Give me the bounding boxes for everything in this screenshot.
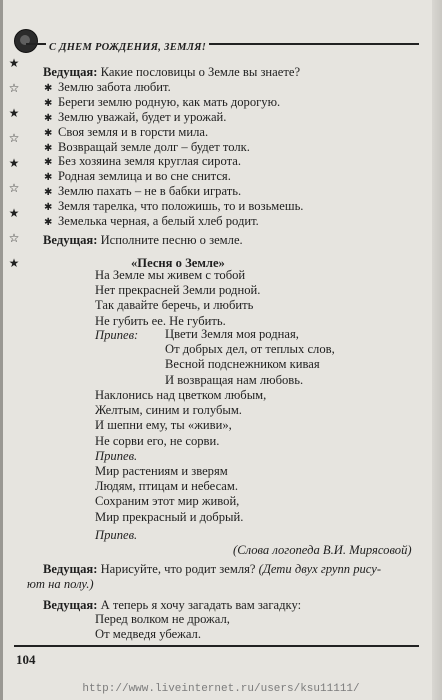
prompt-drawing bbox=[43, 562, 381, 576]
proverb-text: Землю забота любит. bbox=[58, 80, 171, 94]
speaker-label: Ведущая: bbox=[43, 562, 98, 576]
verse-line: На Земле мы живем с тобой bbox=[95, 268, 246, 282]
riddle-lines bbox=[95, 612, 230, 642]
verse-line: Весной подснежником кивая bbox=[165, 357, 320, 372]
verse-line: Людям, птицам и небесам. bbox=[95, 479, 239, 494]
list-item bbox=[44, 95, 303, 110]
proverb-text: Без хозяина земля круглая сирота. bbox=[58, 154, 241, 169]
verse-line: И возвращая нам любовь. bbox=[165, 372, 304, 387]
verse-line: Мир прекрасный и добрый. bbox=[95, 509, 244, 524]
running-header: С ДНЕМ РОЖДЕНИЯ, ЗЕМЛЯ! bbox=[46, 42, 209, 53]
proverb-text: Земля тарелка, что положишь, то и возьмешь. bbox=[58, 199, 304, 214]
list-item bbox=[44, 199, 303, 214]
footer-rule bbox=[14, 645, 419, 647]
bullet-icon: ✱ bbox=[44, 112, 53, 124]
bullet-icon: ✱ bbox=[44, 83, 53, 94]
page-edge-right bbox=[432, 0, 442, 700]
list-item bbox=[44, 125, 303, 140]
verse-line: Не сорви его, не сорви. bbox=[95, 433, 220, 448]
list-item bbox=[44, 154, 303, 169]
star-filled-icon: ★ bbox=[8, 256, 20, 270]
star-filled-icon: ★ bbox=[8, 56, 20, 70]
prompt-proverbs bbox=[43, 65, 300, 79]
prompt-song bbox=[43, 233, 243, 247]
list-item bbox=[44, 80, 303, 95]
star-column bbox=[7, 56, 21, 281]
stage-note-continued: ют на полу.) bbox=[27, 577, 94, 591]
proverb-text: Береги землю родную, как мать дорогую. bbox=[58, 94, 281, 109]
list-item bbox=[44, 169, 303, 184]
page-edge-left bbox=[0, 0, 3, 700]
verse-line: Не губить ее. Не губить. bbox=[95, 313, 226, 328]
star-outline-icon: ☆ bbox=[8, 81, 20, 95]
chorus-label: Припев. bbox=[95, 528, 138, 542]
bullet-icon: ✱ bbox=[44, 97, 53, 109]
verse-line: От медведя убежал. bbox=[95, 627, 201, 642]
verse-line: Нет прекрасней Земли родной. bbox=[95, 283, 261, 298]
bullet-icon: ✱ bbox=[44, 172, 53, 184]
prompt-text: Исполните песню о земле. bbox=[97, 233, 243, 247]
song-chorus bbox=[165, 327, 335, 388]
song-title: «Песня о Земле» bbox=[131, 256, 225, 270]
prompt-text: Какие пословицы о Земле вы знаете? bbox=[97, 65, 301, 79]
proverb-text: Возвращай земле долг – будет толк. bbox=[58, 139, 250, 154]
chorus-label: Припев: bbox=[95, 328, 139, 342]
song-verse-2 bbox=[95, 388, 266, 449]
speaker-label: Ведущая: bbox=[43, 65, 98, 79]
bullet-icon: ✱ bbox=[44, 202, 53, 214]
verse-line: Так давайте беречь, и любить bbox=[95, 298, 254, 313]
list-item bbox=[44, 110, 303, 125]
star-outline-icon: ☆ bbox=[8, 181, 20, 195]
verse-line: И шепни ему, ты «живи», bbox=[95, 418, 232, 433]
verse-line: Перед волком не дрожал, bbox=[95, 612, 230, 626]
speaker-label: Ведущая: bbox=[43, 598, 98, 612]
speaker-label: Ведущая: bbox=[43, 233, 98, 247]
list-item bbox=[44, 140, 303, 155]
prompt-text: Нарисуйте, что родит земля? bbox=[97, 562, 256, 576]
star-outline-icon: ☆ bbox=[8, 131, 20, 145]
chorus-label: Припев. bbox=[95, 449, 138, 463]
verse-line: Мир растениям и зверям bbox=[95, 464, 228, 478]
page-number: 104 bbox=[16, 652, 36, 667]
proverb-text: Родная землица и во сне снится. bbox=[58, 169, 231, 184]
verse-line: Сохраним этот мир живой, bbox=[95, 494, 240, 509]
stage-note: (Дети двух групп рису- bbox=[255, 562, 382, 576]
proverb-text: Земелька черная, а белый хлеб родит. bbox=[58, 214, 259, 229]
globe-icon bbox=[14, 29, 38, 53]
verse-line: Цвети Земля моя родная, bbox=[165, 327, 299, 341]
watermark-url: http://www.liveinternet.ru/users/ksu11111/ bbox=[82, 683, 360, 695]
star-filled-icon: ★ bbox=[8, 106, 20, 120]
proverb-text: Своя земля и в горсти мила. bbox=[58, 124, 209, 139]
proverb-text: Землю уважай, будет и урожай. bbox=[58, 109, 227, 124]
star-filled-icon: ★ bbox=[8, 206, 20, 220]
bullet-icon: ✱ bbox=[44, 127, 53, 139]
song-verse-1 bbox=[95, 268, 260, 329]
prompt-riddle bbox=[43, 598, 301, 612]
star-filled-icon: ★ bbox=[8, 156, 20, 170]
verse-line: Желтым, синим и голубым. bbox=[95, 403, 242, 418]
verse-line: Наклонись над цветком любым, bbox=[95, 388, 267, 402]
bullet-icon: ✱ bbox=[44, 142, 53, 154]
proverb-list bbox=[44, 80, 303, 229]
song-verse-3 bbox=[95, 464, 243, 525]
verse-line: От добрых дел, от теплых слов, bbox=[165, 342, 335, 357]
prompt-text: А теперь я хочу загадать вам загадку: bbox=[97, 598, 302, 612]
bullet-icon: ✱ bbox=[44, 217, 53, 229]
song-credit: (Слова логопеда В.И. Мирясовой) bbox=[233, 543, 412, 557]
bullet-icon: ✱ bbox=[44, 157, 53, 169]
list-item bbox=[44, 214, 303, 229]
proverb-text: Землю пахать – не в бабки играть. bbox=[58, 184, 242, 199]
list-item bbox=[44, 184, 303, 199]
bullet-icon: ✱ bbox=[44, 187, 53, 199]
star-outline-icon: ☆ bbox=[8, 231, 20, 245]
